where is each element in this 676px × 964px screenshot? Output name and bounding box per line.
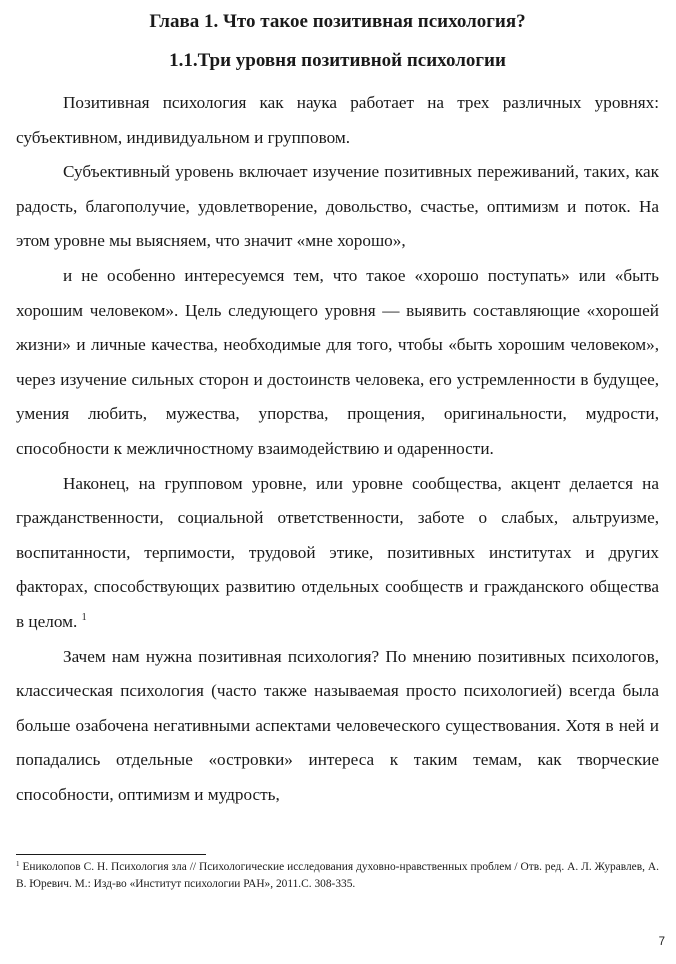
footnote-text: Ениколопов С. Н. Психология зла // Психологические исследования духовно-нравственных проблем / Отв. ред. А. Л. Журавлев, А. В. Юревич. М.: Изд-во «Институт психологии РАН», 2011.С. 308-335.	[16, 861, 659, 890]
footnote-reference[interactable]: 1	[81, 611, 87, 623]
page-number: 7	[658, 936, 665, 948]
footnote	[16, 859, 659, 893]
paragraph: и не особенно интересуемся тем, что такое «хорошо поступать» или «быть хорошим человеком». Цель следующего уровня — выявить составляющие «хорошей жизни» и личные качества, необходимые для того, чтобы «быть хорошим человеком», через изучение сильных сторон и достоинств человека, его устремленности в будущее, умения любить, мужества, упорства, прощения, оригинальности, мудрости, способности к межличностному взаимодействию и одаренности.	[16, 265, 659, 458]
paragraph-text: Наконец, на групповом уровне, или уровне сообщества, акцент делается на гражданственности, социальной ответственности, заботе о слабых, альтруизме, воспитанности, терпимости, трудовой этике, позитивных институтах и других факторах, способствующих развитию отдельных сообществ и гражданского общества в целом.	[16, 473, 659, 631]
body-text	[16, 86, 659, 812]
chapter-title: Глава 1. Что такое позитивная психология?	[149, 11, 526, 32]
paragraph: Позитивная психология как наука работает на трех различных уровнях: субъективном, индивидуальном и групповом.	[16, 93, 659, 147]
footnote-divider	[16, 854, 206, 855]
paragraph: Зачем нам нужна позитивная психология? По мнению позитивных психологов, классическая психология (часто также называемая просто психологией) всегда была больше озабочена негативными аспектами человеческого существования. Хотя в ней и попадались отдельные «островки» интереса к таким темам, как творческие способности, оптимизм и мудрость,	[16, 646, 659, 804]
footnote-marker: 1	[16, 860, 20, 868]
paragraph	[16, 467, 659, 640]
paragraph: Субъективный уровень включает изучение позитивных переживаний, таких, как радость, благополучие, удовлетворение, довольство, счастье, оптимизм и поток. На этом уровне мы выясняем, что значит «мне хорошо»,	[16, 162, 659, 251]
section-title: 1.1.Три уровня позитивной психологии	[169, 50, 506, 71]
